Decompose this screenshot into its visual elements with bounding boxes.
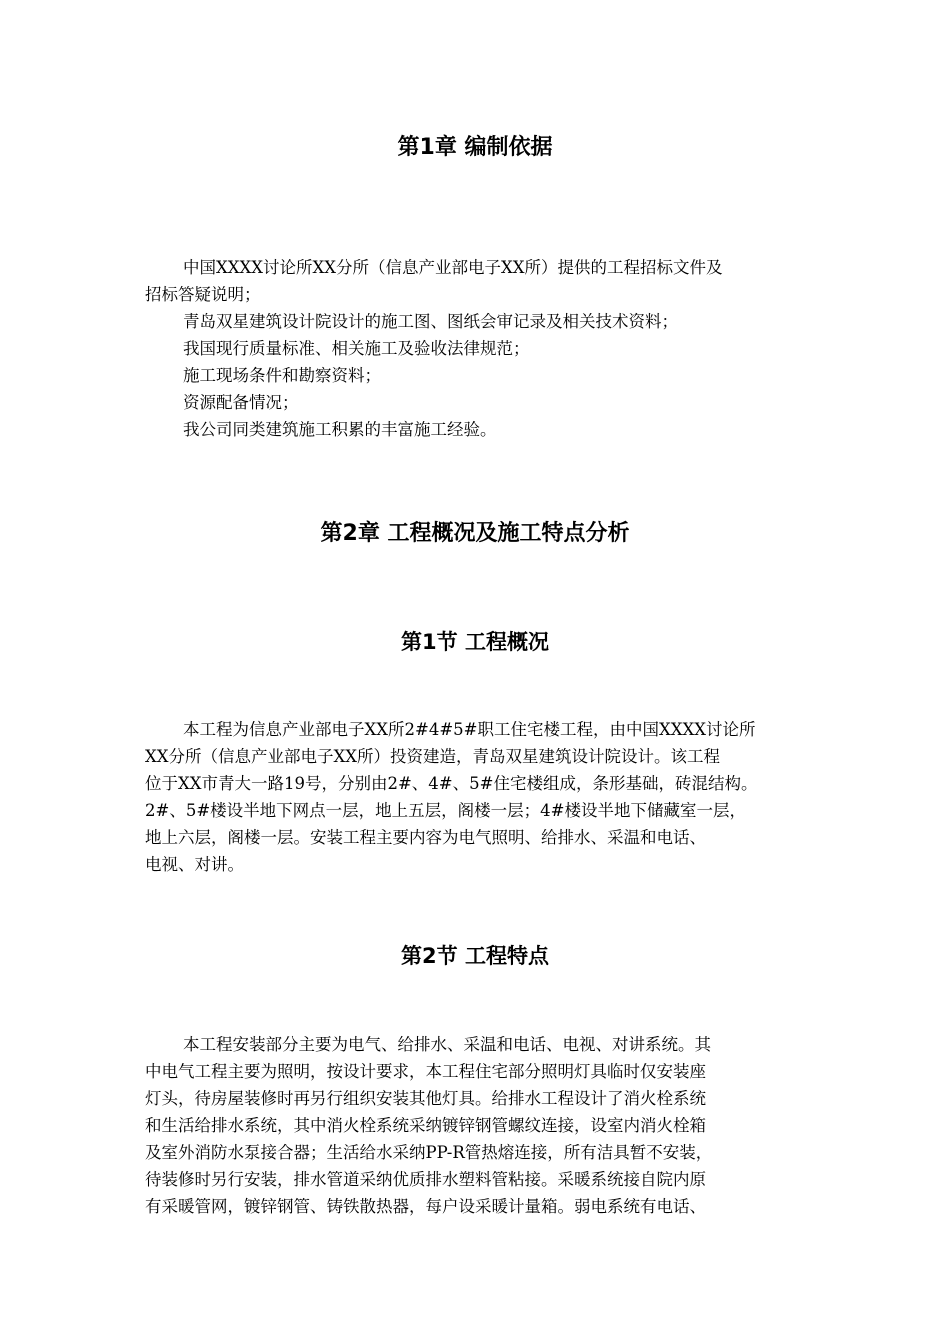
basis-item-4: 施工现场条件和勘察资料； bbox=[183, 366, 381, 385]
section-1-body bbox=[145, 716, 815, 878]
basis-item-1-line-2: 招标答疑说明； bbox=[145, 285, 261, 304]
basis-item-1-line-1: 中国XXXX讨论所XX分所（信息产业部电子XX所）提供的工程招标文件及 bbox=[183, 258, 723, 277]
section-2-title: 第2节 工程特点 bbox=[401, 944, 549, 968]
chapter-1-basis-list bbox=[145, 254, 815, 443]
section-2-line: 和生活给排水系统，其中消火栓系统采纳镀锌钢管螺纹连接，设室内消火栓箱 bbox=[145, 1116, 706, 1135]
section-2-line: 有采暖管网，镀锌钢管、铸铁散热器，每户设采暖计量箱。弱电系统有电话、 bbox=[145, 1197, 706, 1216]
section-2-line: 灯头，待房屋装修时再另行组织安装其他灯具。给排水工程设计了消火栓系统 bbox=[145, 1089, 706, 1108]
section-1-line: 地上六层，阁楼一层。安装工程主要内容为电气照明、给排水、采温和电话、 bbox=[145, 828, 706, 847]
chapter-2-title: 第2章 工程概况及施工特点分析 bbox=[320, 521, 630, 546]
basis-item-3: 我国现行质量标准、相关施工及验收法律规范； bbox=[183, 339, 530, 358]
section-1-line: 位于XX市青大一路19号，分别由2#、4#、5#住宅楼组成，条形基础，砖混结构。 bbox=[145, 774, 758, 793]
section-1-line: 电视、对讲。 bbox=[145, 855, 244, 874]
section-1-line: XX分所（信息产业部电子XX所）投资建造，青岛双星建筑设计院设计。该工程 bbox=[145, 747, 720, 766]
section-2-body bbox=[145, 1031, 815, 1220]
section-1-line: 2#、5#楼设半地下网点一层，地上五层，阁楼一层；4#楼设半地下储藏室一层， bbox=[145, 801, 746, 820]
basis-item-6: 我公司同类建筑施工积累的丰富施工经验。 bbox=[183, 420, 497, 439]
section-1-title: 第1节 工程概况 bbox=[401, 630, 549, 654]
basis-item-2: 青岛双星建筑设计院设计的施工图、图纸会审记录及相关技术资料； bbox=[183, 312, 678, 331]
section-2-line: 及室外消防水泵接合器；生活给水采纳PP-R管热熔连接，所有洁具暂不安装， bbox=[145, 1143, 713, 1162]
section-2-line: 中电气工程主要为照明，按设计要求，本工程住宅部分照明灯具临时仅安装座 bbox=[145, 1062, 706, 1081]
section-2-line: 本工程安装部分主要为电气、给排水、采温和电话、电视、对讲系统。其 bbox=[183, 1035, 711, 1054]
section-2-line: 待装修时另行安装，排水管道采纳优质排水塑料管粘接。采暖系统接自院内原 bbox=[145, 1170, 706, 1189]
chapter-1-title: 第1章 编制依据 bbox=[397, 135, 553, 160]
section-1-line: 本工程为信息产业部电子XX所2#4#5#职工住宅楼工程，由中国XXXX讨论所 bbox=[183, 720, 756, 739]
basis-item-5: 资源配备情况； bbox=[183, 393, 299, 412]
